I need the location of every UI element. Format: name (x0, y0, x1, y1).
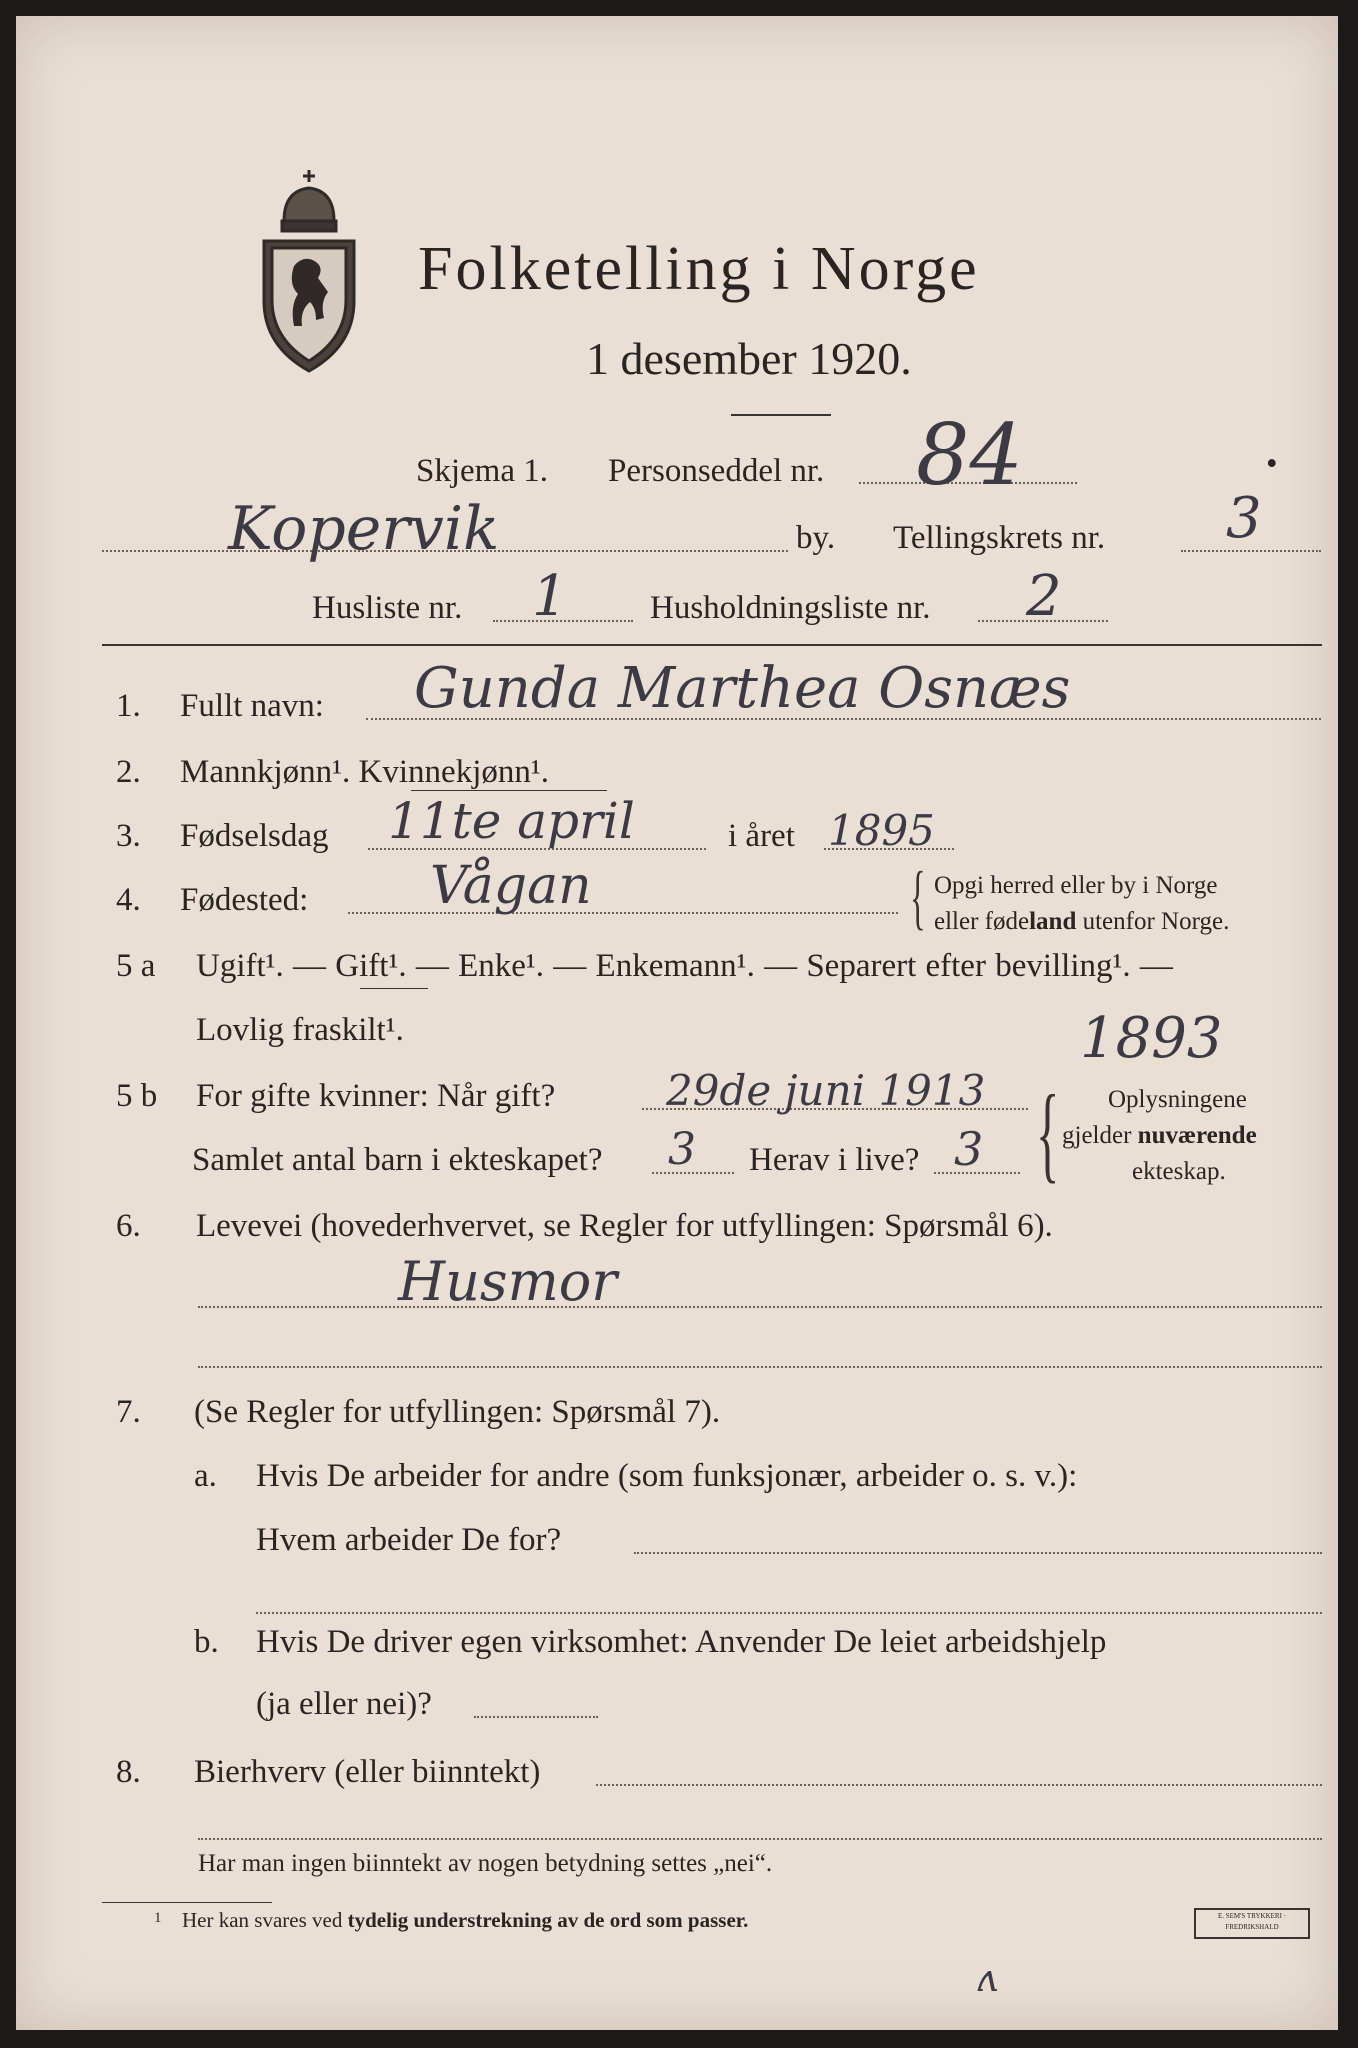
q8-line-1 (596, 1784, 1322, 1786)
q5b-value-3[interactable]: 3 (954, 1122, 984, 1176)
q4-number: 4. (116, 882, 141, 918)
by-value[interactable]: Kopervik (228, 494, 500, 564)
personseddel-value[interactable]: 84 (916, 406, 1023, 504)
q5b-brace: { (1036, 1074, 1060, 1193)
q2-underline (411, 790, 607, 791)
pencil-mark: ʌ (976, 1956, 998, 2000)
printer-stamp: E. SEM'S TRYKKERI · FREDRIKSHALD (1194, 1908, 1310, 1939)
q5b-margin-note: 1893 (1080, 1006, 1223, 1071)
norway-coat-of-arms-icon (254, 166, 364, 381)
q3-year-value[interactable]: 1895 (828, 806, 935, 855)
q7b-number: b. (194, 1624, 219, 1660)
q5a-line-2: Lovlig fraskilt¹. (196, 1012, 404, 1048)
husholdning-label: Husholdningsliste nr. (650, 590, 931, 626)
q3-label: Fødselsdag (180, 818, 329, 854)
q5a-line-1: Ugift¹. — Gift¹. — Enke¹. — Enkemann¹. — Separert efter bevilling¹. — (196, 948, 1173, 984)
footnote-mark: 1 (154, 1910, 162, 1926)
q4-brace: { (910, 857, 926, 937)
title-divider (731, 414, 831, 416)
census-form (16, 16, 1338, 2030)
q8-note: Har man ingen biinntekt av nogen betydning settes „nei“. (198, 1850, 773, 1877)
q6-label: Levevei (hovederhvervet, se Regler for utfyllingen: Spørsmål 6). (196, 1208, 1053, 1244)
tellingskrets-value[interactable]: 3 (1226, 486, 1262, 551)
q4-note-1: Opgi herred eller by i Norge (934, 872, 1218, 899)
q6-line-2 (198, 1366, 1322, 1368)
q5a-gift-underline (360, 988, 428, 989)
q8-line-2 (198, 1838, 1322, 1840)
q7b-line (474, 1716, 598, 1718)
q3-number: 3. (116, 818, 141, 854)
q5b-number: 5 b (116, 1078, 158, 1114)
personseddel-label: Personseddel nr. (608, 453, 825, 489)
skjema-label: Skjema 1. (416, 453, 548, 489)
q7a-line-extra (256, 1612, 1322, 1614)
q5b-label-2: Samlet antal barn i ekteskapet? (192, 1142, 603, 1178)
q5b-value-1[interactable]: 29de juni 1913 (666, 1066, 986, 1115)
q5a-number: 5 a (116, 948, 156, 984)
dot-mark: • (1266, 446, 1278, 482)
q5b-label-3: Herav i live? (749, 1142, 920, 1178)
q1-label: Fullt navn: (180, 688, 324, 724)
q5b-value-2[interactable]: 3 (668, 1124, 696, 1175)
q7-number: 7. (116, 1394, 141, 1430)
q4-label: Fødested: (180, 882, 309, 918)
q5b-note-3: ekteskap. (1132, 1158, 1226, 1185)
q7a-line-1: Hvis De arbeider for andre (som funksjonær, arbeider o. s. v.): (256, 1458, 1078, 1494)
q4-note-2: eller fødeland utenfor Norge. (934, 908, 1230, 935)
q2-number: 2. (116, 754, 141, 790)
q7a-line (634, 1552, 1322, 1554)
q6-number: 6. (116, 1208, 141, 1244)
q7-label: (Se Regler for utfyllingen: Spørsmål 7). (194, 1394, 721, 1430)
q7b-line-1: Hvis De driver egen virksomhet: Anvender De leiet arbeidshjelp (256, 1624, 1107, 1660)
q5b-note-2: gjelder nuværende (1062, 1122, 1257, 1149)
q7a-line-2: Hvem arbeider De for? (256, 1522, 562, 1558)
footnote-text: Her kan svares ved tydelig understrekning av de ord som passer. (182, 1908, 749, 1932)
q3-year-label: i året (728, 818, 795, 854)
q8-number: 8. (116, 1754, 141, 1790)
q7a-number: a. (194, 1458, 217, 1494)
q7b-line-2: (ja eller nei)? (256, 1686, 432, 1722)
q5b-note-1: Oplysningene (1108, 1086, 1247, 1113)
footnote-rule (102, 1902, 272, 1903)
q3-day-value[interactable]: 11te april (388, 792, 635, 850)
tellingskrets-label: Tellingskrets nr. (893, 520, 1106, 556)
form-title: Folketelling i Norge (418, 235, 980, 303)
q2-label: Mannkjønn¹. Kvinnekjønn¹. (180, 754, 550, 790)
q8-label: Bierhverv (eller biinntekt) (194, 1754, 541, 1790)
q4-value[interactable]: Vågan (430, 856, 592, 916)
q6-line-1 (198, 1306, 1322, 1308)
census-date: 1 desember 1920. (586, 333, 912, 384)
q5b-label-1: For gifte kvinner: Når gift? (196, 1078, 556, 1114)
header-rule (102, 644, 1322, 646)
q1-value[interactable]: Gunda Marthea Osnæs (414, 656, 1071, 721)
husliste-label: Husliste nr. (312, 590, 463, 626)
by-label: by. (796, 520, 836, 556)
husliste-value[interactable]: 1 (532, 564, 568, 629)
q1-number: 1. (116, 688, 141, 724)
q6-value[interactable]: Husmor (398, 1250, 618, 1313)
husholdning-value[interactable]: 2 (1026, 564, 1062, 629)
